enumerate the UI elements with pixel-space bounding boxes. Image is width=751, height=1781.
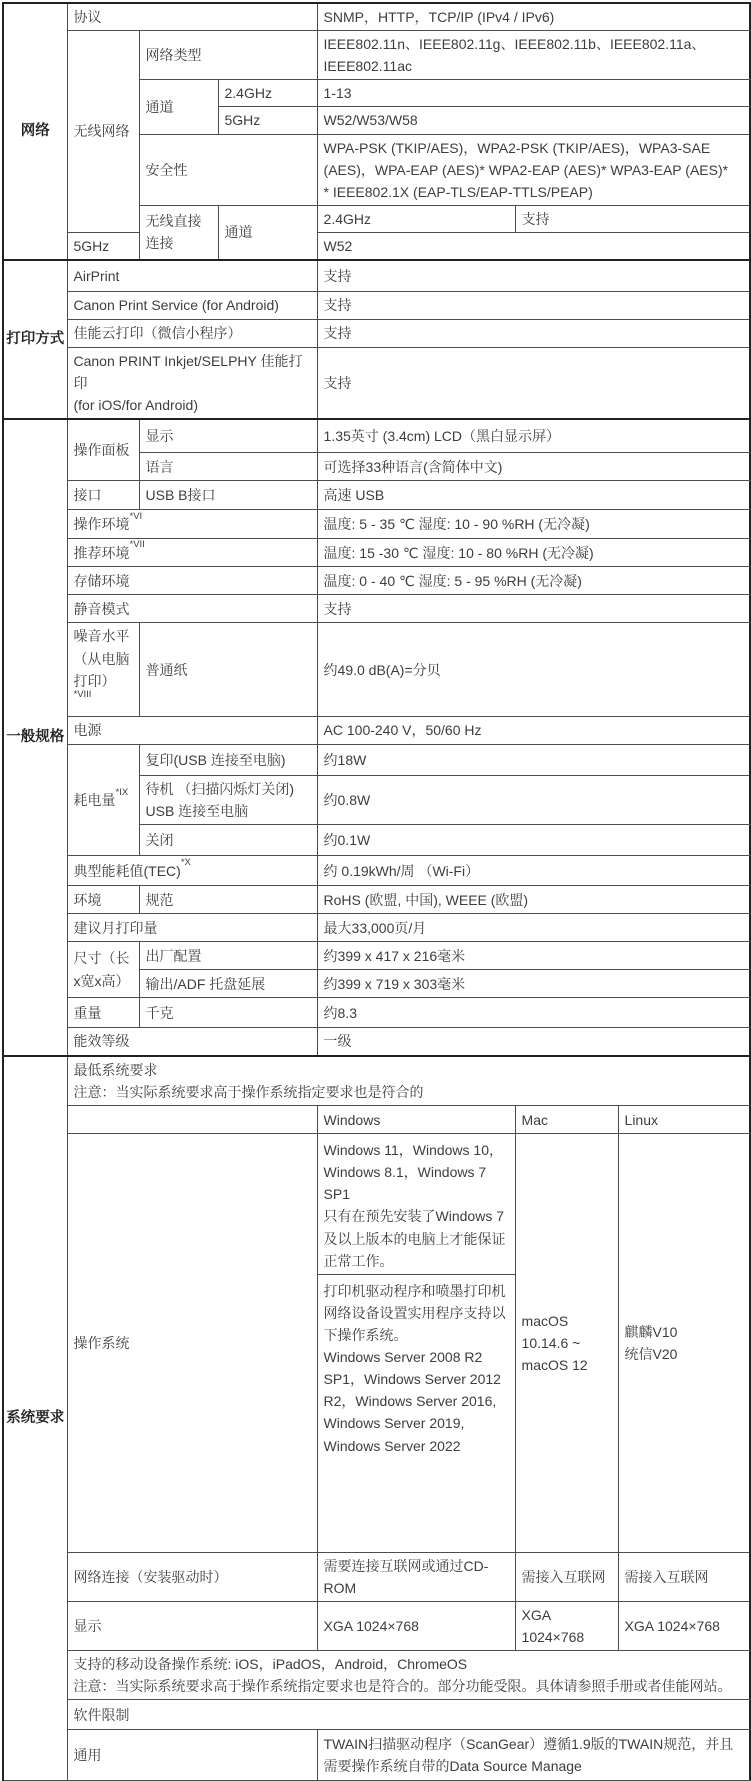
spec-value: IEEE802.11n、IEEE802.11g、IEEE802.11b、IEEE802.11a、IEEE802.11ac (317, 31, 750, 80)
table-row (3, 1106, 750, 1134)
spec-value-mac: 需接入互联网 (515, 1552, 618, 1601)
table-row (3, 1134, 750, 1275)
table-row (3, 942, 750, 970)
spec-value: 支持 (515, 205, 750, 232)
table-row (3, 510, 750, 539)
spec-key: 复印(USB 连接至电脑) (139, 744, 317, 775)
spec-key: 通用 (67, 1730, 317, 1781)
spec-value: 支持 (317, 260, 750, 291)
spec-key: 耗电量$^{*IX}$ (67, 744, 139, 855)
spec-key: 操作面板 (67, 419, 139, 481)
spec-key: 网络连接（安装驱动时） (67, 1552, 317, 1601)
spec-value: 支持 (317, 291, 750, 319)
spec-key: 语言 (139, 453, 317, 481)
spec-key: 2.4GHz (218, 80, 317, 107)
spec-value: 温度: 0 - 40 ℃ 湿度: 5 - 95 %RH (无冷凝) (317, 567, 750, 595)
spec-value-windows: 打印机驱动程序和喷墨打印机网络设备设置实用程序支持以下操作系统。 Windows Server 2008 R2 SP1，Windows Server 2012 R2，Windows Server 2016, Windows Server 2019, Windows Server 2022 (317, 1274, 515, 1552)
table-row (3, 481, 750, 510)
spec-key: 规范 (139, 886, 317, 914)
spec-value: 支持 (317, 595, 750, 623)
spec-key: 通道 (218, 205, 317, 260)
spec-value-windows: 需要连接互联网或通过CD-ROM (317, 1552, 515, 1601)
spec-key: 噪音水平（从电脑打印）$^{*VIII}$ (67, 623, 139, 716)
spec-table (2, 2, 751, 1781)
spec-key: 推荐环境$^{*VII}$ (67, 539, 317, 567)
table-row (3, 260, 750, 291)
column-header-mac: Mac (515, 1106, 618, 1134)
spec-value: 高速 USB (317, 481, 750, 510)
footnote-marker: *X (180, 857, 191, 869)
spec-key: 关闭 (139, 825, 317, 856)
table-row (3, 1730, 750, 1781)
spec-key: 接口 (67, 481, 139, 510)
table-row (3, 319, 750, 347)
table-row (3, 3, 750, 31)
spec-value: 支持 (317, 319, 750, 347)
table-row (3, 291, 750, 319)
spec-value: TWAIN扫描驱动程序（ScanGear）遵循1.9版的TWAIN规范，并且需要操作系统自带的Data Source Manage (317, 1730, 750, 1781)
spec-value: 约18W (317, 744, 750, 775)
table-row (3, 31, 750, 80)
spec-value-windows: XGA 1024×768 (317, 1601, 515, 1650)
spec-key: 安全性 (139, 134, 317, 205)
empty-cell (67, 1106, 317, 1134)
footnote-marker: *VII (129, 539, 145, 551)
spec-value: 约399 x 417 x 216毫米 (317, 942, 750, 970)
spec-key: AirPrint (67, 260, 317, 291)
table-row (3, 998, 750, 1028)
spec-key: 显示 (67, 1601, 317, 1650)
spec-value: 约0.1W (317, 825, 750, 856)
spec-key: 操作环境$^{*VI}$ (67, 510, 317, 539)
spec-key: 无线直接连接 (139, 205, 218, 260)
spec-value-linux: 麒麟V10 统信V20 (618, 1134, 750, 1553)
spec-value: 约49.0 dB(A)=分贝 (317, 623, 750, 716)
spec-value: 约 0.19kWh/周 （Wi-Fi） (317, 856, 750, 886)
spec-key: 待机 （扫描闪烁灯关闭) USB 连接至电脑 (139, 775, 317, 824)
spec-key: 尺寸（长x宽x高） (67, 942, 139, 998)
spec-key: 电源 (67, 716, 317, 744)
footnote-marker: *VIII (73, 689, 92, 701)
spec-key: 5GHz (67, 232, 139, 260)
table-row (3, 1651, 750, 1700)
section-label-general-specs: 一般规格 (3, 419, 67, 1056)
section-label-print-methods: 打印方式 (3, 260, 67, 419)
spec-table-body (3, 3, 750, 1781)
table-row (3, 716, 750, 744)
spec-key: 存储环境 (67, 567, 317, 595)
spec-value: AC 100-240 V，50/60 Hz (317, 716, 750, 744)
spec-key: 典型能耗值(TEC)$^{*X}$ (67, 856, 317, 886)
table-row (3, 595, 750, 623)
spec-value: 约8.3 (317, 998, 750, 1028)
column-header-linux: Linux (618, 1106, 750, 1134)
spec-key: Canon PRINT Inkjet/SELPHY 佳能打印 (for iOS/for Android) (67, 347, 317, 419)
table-row (3, 1552, 750, 1601)
spec-value-mac: macOS 10.14.6 ~ macOS 12 (515, 1134, 618, 1553)
spec-key: 操作系统 (67, 1134, 317, 1553)
spec-key: USB B接口 (139, 481, 317, 510)
spec-value: 约399 x 719 x 303毫米 (317, 970, 750, 998)
table-row (3, 1056, 750, 1106)
spec-value: 支持 (317, 347, 750, 419)
spec-key: 无线网络 (67, 31, 139, 233)
table-row (3, 1700, 750, 1730)
table-row (3, 914, 750, 942)
table-row (3, 567, 750, 595)
spec-key: 建议月打印量 (67, 914, 317, 942)
spec-key: 网络类型 (139, 31, 317, 80)
spec-key: 千克 (139, 998, 317, 1028)
spec-value: 温度: 5 - 35 ℃ 湿度: 10 - 90 %RH (无冷凝) (317, 510, 750, 539)
spec-key: 能效等级 (67, 1028, 317, 1056)
spec-key: 静音模式 (67, 595, 317, 623)
spec-value: RoHS (欧盟, 中国), WEEE (欧盟) (317, 886, 750, 914)
footnote-marker: *IX (115, 786, 129, 798)
spec-value: 1-13 (317, 80, 750, 107)
table-row (3, 1601, 750, 1650)
spec-value: SNMP，HTTP，TCP/IP (IPv4 / IPv6) (317, 3, 750, 31)
table-row (3, 886, 750, 914)
spec-key: 2.4GHz (317, 205, 515, 232)
spec-value: 1.35英寸 (3.4cm) LCD（黑白显示屏） (317, 419, 750, 453)
spec-key: 环境 (67, 886, 139, 914)
spec-value: 最大33,000页/月 (317, 914, 750, 942)
table-row (3, 539, 750, 567)
spec-value: W52/W53/W58 (317, 107, 750, 134)
spec-value: 可选择33种语言(含简体中文) (317, 453, 750, 481)
spec-value-mac: XGA 1024×768 (515, 1601, 618, 1650)
spec-value: 约0.8W (317, 775, 750, 824)
spec-key: 出厂配置 (139, 942, 317, 970)
spec-key: 佳能云打印（微信小程序） (67, 319, 317, 347)
spec-value-windows: Windows 11，Windows 10，Windows 8.1，Windows 7 SP1 只有在预先安装了Windows 7及以上版本的电脑上才能保证正常工作。 (317, 1134, 515, 1275)
footnote-marker: *VI (129, 510, 143, 522)
table-row (3, 856, 750, 886)
spec-key: 协议 (67, 3, 317, 31)
section-label-network: 网络 (3, 3, 67, 260)
spec-key: 软件限制 (67, 1700, 750, 1730)
spec-key: 5GHz (218, 107, 317, 134)
spec-key: 显示 (139, 419, 317, 453)
spec-key: Canon Print Service (for Android) (67, 291, 317, 319)
table-row (3, 744, 750, 775)
spec-key: 通道 (139, 80, 218, 134)
table-row (3, 623, 750, 716)
table-row (3, 419, 750, 453)
table-row (3, 232, 750, 260)
column-header-windows: Windows (317, 1106, 515, 1134)
spec-note: 最低系统要求 注意：当实际系统要求高于操作系统指定要求也是符合的 (67, 1056, 750, 1106)
spec-note: 支持的移动设备操作系统: iOS，iPadOS，Android，ChromeOS 注意：当实际系统要求高于操作系统指定要求也是符合的。部分功能受限。具体请参照手册或者佳能网站。 (67, 1651, 750, 1700)
spec-key: 普通纸 (139, 623, 317, 716)
section-label-system-requirements: 系统要求 (3, 1056, 67, 1781)
spec-value: 温度: 15 -30 ℃ 湿度: 10 - 80 %RH (无冷凝) (317, 539, 750, 567)
spec-key: 输出/ADF 托盘延展 (139, 970, 317, 998)
spec-value-linux: 需接入互联网 (618, 1552, 750, 1601)
spec-value: W52 (317, 232, 750, 260)
spec-key: 重量 (67, 998, 139, 1028)
spec-value: 一级 (317, 1028, 750, 1056)
spec-value-linux: XGA 1024×768 (618, 1601, 750, 1650)
table-row (3, 1028, 750, 1056)
table-row (3, 347, 750, 419)
spec-value: WPA-PSK (TKIP/AES)，WPA2-PSK (TKIP/AES)，WPA3-SAE (AES)，WPA-EAP (AES)* WPA2-EAP (AES)* WPA3-EAP (AES)* * IEEE802.1X (EAP-TLS/EAP-TTLS/PEAP) (317, 134, 750, 205)
